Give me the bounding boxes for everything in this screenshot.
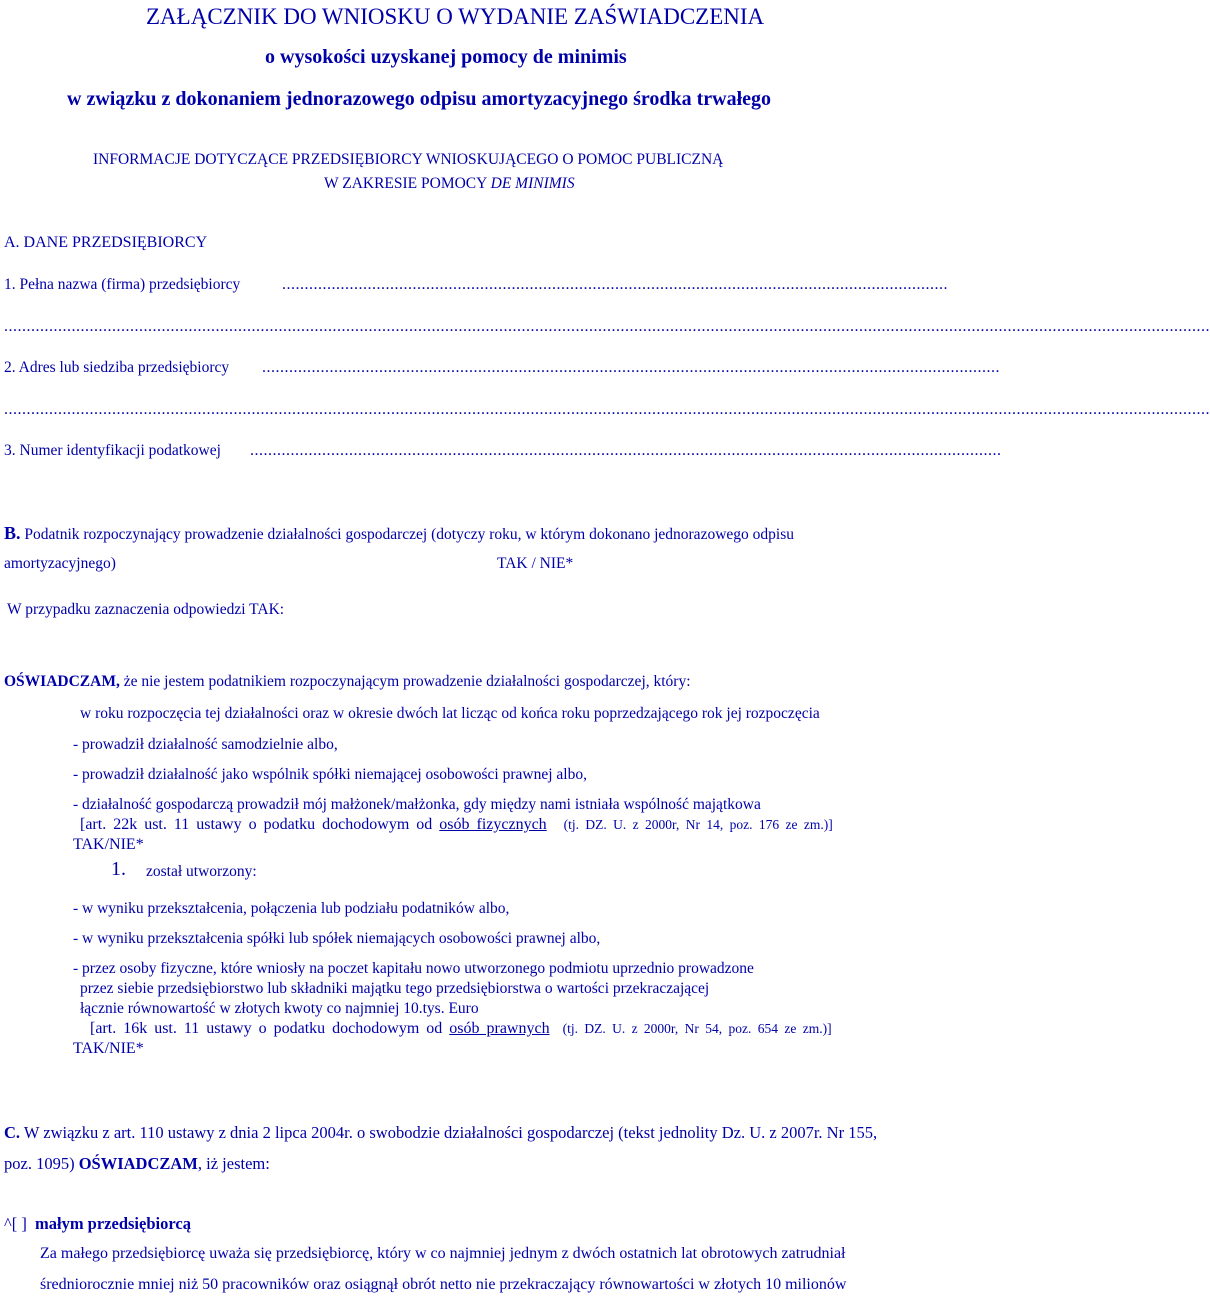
section-c-line1 bbox=[4, 1123, 877, 1143]
declaration-line bbox=[4, 673, 691, 691]
option-company-transformation: - w wyniku przekształcenia spółki lub spółek niemających osobowości prawnej albo, bbox=[73, 930, 601, 947]
section-a-heading: A. DANE PRZEDSIĘBIORCY bbox=[4, 234, 208, 251]
section-b-prefix: B. bbox=[4, 523, 21, 543]
art-22k-citation: (tj. DZ. U. z 2000r, Nr 14, poz. 176 ze zm.)] bbox=[563, 817, 833, 832]
declaration-bold: OŚWIADCZAM, bbox=[4, 673, 120, 690]
field-company-name-continuation[interactable]: ............................................................................................................................................................................................................................................................................ bbox=[4, 318, 1210, 335]
option-spouse: - działalność gospodarczą prowadził mój małżonek/małżonka, gdy między nami istniała wspólność majątkowa bbox=[73, 796, 761, 813]
field-tax-id-input[interactable]: ....................................................................................................................................................................... bbox=[250, 442, 1002, 459]
option-individuals-line3: łącznie równowartość w złotych kwoty co najmniej 10.tys. Euro bbox=[80, 1000, 479, 1017]
option-individuals-line1: - przez osoby fizyczne, które wniosły na poczet kapitału nowo utworzonego podmiotu uprzednio prowadzone bbox=[73, 960, 754, 977]
small-entrepreneur-def-line1: Za małego przedsiębiorcę uważa się przedsiębiorcę, który w co najmniej jednym z dwóch ostatnich lat obrotowych zatrudniał bbox=[40, 1245, 846, 1262]
section-b-text: Podatnik rozpoczynający prowadzenie działalności gospodarczej (dotyczy roku, w którym dokonano jednorazowego odpisu bbox=[24, 526, 794, 543]
field-company-name-label: 1. Pełna nazwa (firma) przedsiębiorcy bbox=[4, 276, 241, 293]
info-heading-de-minimis: DE MINIMIS bbox=[490, 175, 575, 192]
section-b-text-line2: amortyzacyjnego) bbox=[4, 555, 116, 572]
item-number-1: 1. bbox=[111, 858, 126, 880]
info-heading-line2 bbox=[324, 175, 575, 193]
option-alone: - prowadził działalność samodzielnie albo, bbox=[73, 736, 338, 753]
small-entrepreneur-label: małym przedsiębiorcą bbox=[34, 1214, 191, 1233]
declaration-rest: że nie jestem podatnikiem rozpoczynającym prowadzenie działalności gospodarczej, który: bbox=[119, 673, 691, 690]
art-16k-underlined: osób prawnych bbox=[449, 1020, 550, 1037]
field-company-name-input[interactable]: .................................................................................................................................................... bbox=[282, 276, 948, 293]
created-label: został utworzony: bbox=[146, 863, 257, 880]
field-address-input[interactable]: .................................................................................................................................................................... bbox=[262, 359, 1000, 376]
field-address-continuation[interactable]: ............................................................................................................................................................................................................................................................................ bbox=[4, 401, 1210, 418]
small-entrepreneur-def-line2: średniorocznie mniej niż 50 pracowników oraz osiągnął obrót netto nie przekraczający równowartości w złotych 10 milionów bbox=[40, 1276, 847, 1293]
document-subtitle-2: w związku z dokonaniem jednorazowego odpisu amortyzacyjnego środka trwałego bbox=[67, 88, 772, 110]
info-heading-line1: INFORMACJE DOTYCZĄCE PRZEDSIĘBIORCY WNIOSKUJĄCEGO O POMOC PUBLICZNĄ bbox=[93, 151, 724, 168]
tak-nie-2[interactable]: TAK/NIE* bbox=[73, 1040, 144, 1057]
section-b-text-line1 bbox=[4, 523, 794, 544]
small-entrepreneur-checkbox[interactable]: ^[ ] bbox=[4, 1214, 27, 1233]
section-c-text2c: , iż jestem: bbox=[197, 1154, 270, 1173]
period-text: w roku rozpoczęcia tej działalności oraz w okresie dwóch lat licząc od końca roku poprzedzającego rok jej rozpoczęcia bbox=[80, 705, 820, 722]
section-b-yes-no[interactable]: TAK / NIE* bbox=[497, 555, 574, 572]
art-22k-underlined: osób fizycznych bbox=[439, 816, 547, 833]
art-22k-reference bbox=[80, 816, 833, 834]
field-address-label: 2. Adres lub siedziba przedsiębiorcy bbox=[4, 359, 230, 376]
section-c-declare: OŚWIADCZAM bbox=[78, 1154, 198, 1173]
info-heading-prefix: W ZAKRESIE POMOCY bbox=[324, 175, 491, 192]
document-subtitle: o wysokości uzyskanej pomocy de minimis bbox=[265, 46, 627, 68]
art-16k-text: [art. 16k ust. 11 ustawy o podatku dochodowym od bbox=[90, 1020, 450, 1037]
section-c-text2a: poz. 1095) bbox=[4, 1154, 79, 1173]
field-tax-id-label: 3. Numer identyfikacji podatkowej bbox=[4, 442, 221, 459]
document-title: ZAŁĄCZNIK DO WNIOSKU O WYDANIE ZAŚWIADCZENIA bbox=[146, 4, 765, 29]
section-c-line2 bbox=[4, 1154, 270, 1174]
art-16k-citation: (tj. DZ. U. z 2000r, Nr 54, poz. 654 ze zm.)] bbox=[562, 1021, 832, 1036]
option-transformation: - w wyniku przekształcenia, połączenia lub podziału podatników albo, bbox=[73, 900, 510, 917]
section-c-prefix: C. bbox=[4, 1123, 21, 1142]
art-22k-text: [art. 22k ust. 11 ustawy o podatku dochodowym od bbox=[80, 816, 440, 833]
section-c-text: W związku z art. 110 ustawy z dnia 2 lipca 2004r. o swobodzie działalności gospodarczej (tekst jednolity Dz. U. z 2007r. Nr 155, bbox=[23, 1123, 878, 1142]
option-partner: - prowadził działalność jako wspólnik spółki niemającej osobowości prawnej albo, bbox=[73, 766, 587, 783]
art-16k-reference bbox=[90, 1020, 832, 1038]
if-yes-label: W przypadku zaznaczenia odpowiedzi TAK: bbox=[7, 601, 285, 618]
tak-nie-1[interactable]: TAK/NIE* bbox=[73, 836, 144, 853]
option-individuals-line2: przez siebie przedsiębiorstwo lub składniki majątku tego przedsiębiorstwa o wartości przekraczającej bbox=[80, 980, 710, 997]
small-entrepreneur-line bbox=[4, 1214, 191, 1234]
